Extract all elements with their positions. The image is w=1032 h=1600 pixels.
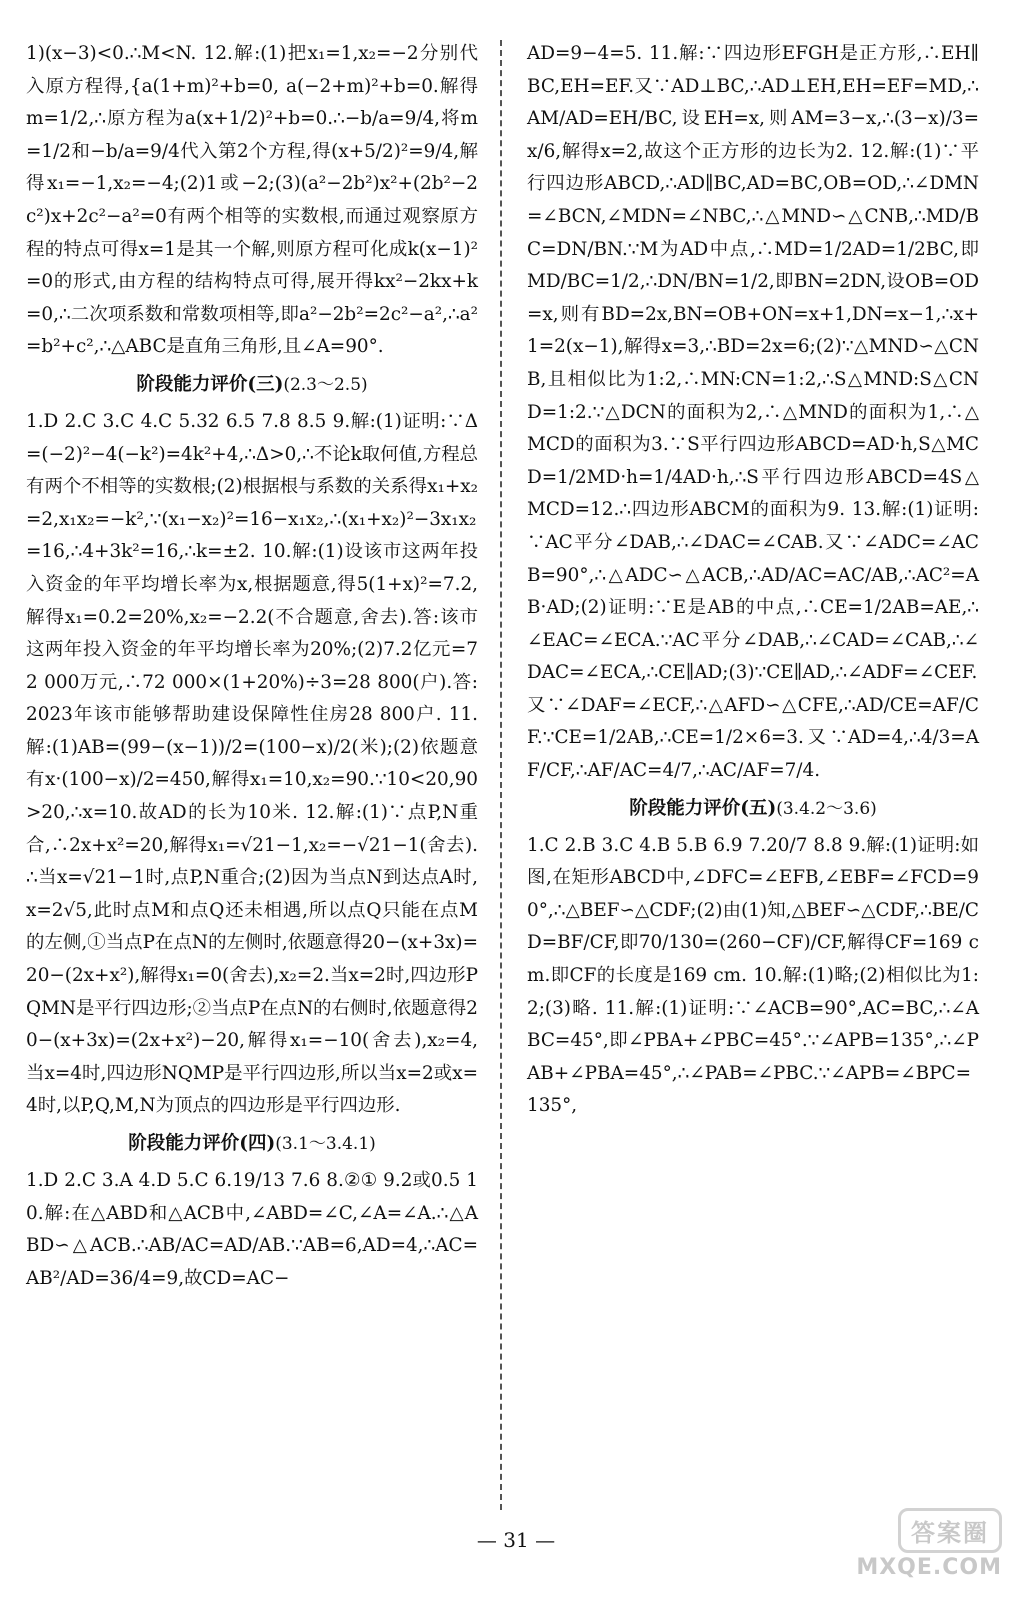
page-number: — 31 — — [476, 1528, 556, 1552]
answer-block: AD=9−4=5. 11.解:∵四边形EFGH是正方形,∴EH∥BC,EH=EF.又∵AD⊥BC,∴AD⊥EH,EH=EF=MD,∴AM/AD=EH/BC,设EH=x,则AM=3−x,∴(3−x)/3=x/6,解得x=2,故这个正方形的边长为2. 12.解:(1)∵平行四边形ABCD,∴AD∥BC,AD=BC,OB=OD,∴∠DMN=∠BCN,∠MDN=∠NBC,∴△MND∽△CNB,∴MD/BC=DN/BN.∵M为AD中点,∴MD=1/2AD=1/2BC,即MD/BC=1/2,∴DN/BN=1/2,即BN=2DN,设OB=OD=x,则有BD=2x,BN=OB+ON=x+1,DN=x−1,∴x+1=2(x−1),解得x=3,∴BD=2x=6;(2)∵△MND∽△CNB,且相似比为1:2,∴MN:CN=1:2,∴S△MND:S△CND=1:2.∵△DCN的面积为2,∴△MND的面积为1,∴△MCD的面积为3.∵S平行四边形ABCD=AD·h,S△MCD=1/2MD·h=1/4AD·h,∴S平行四边形ABCD=4S△MCD=12.∴四边形ABCM的面积为9. 13.解:(1)证明:∵AC平分∠DAB,∴∠DAC=∠CAB.又∵∠ADC=∠ACB=90°,∴△ADC∽△ACB,∴AD/AC=AC/AB,∴AC²=AB·AD;(2)证明:∵E是AB的中点,∴CE=1/2AB=AE,∴∠EAC=∠ECA.∵AC平分∠DAB,∴∠CAD=∠CAB,∴∠DAC=∠ECA,∴CE∥AD;(3)∵CE∥AD,∴∠ADF=∠CEF.又∵∠DAF=∠ECF,∴△AFD∽△CFE,∴AD/CE=AF/CF.∵CE=1/2AB,∴CE=1/2×6=3.又∵AD=4,∴4/3=AF/CF,∴AF/AC=4/7,∴AC/AF=7/4. — [527, 43, 979, 782]
left-column — [26, 38, 478, 1295]
section-heading — [527, 794, 979, 824]
column-divider — [500, 40, 502, 1510]
section-title: 阶段能力评价(五) — [629, 797, 777, 819]
answer-block: 1.C 2.B 3.C 4.B 5.B 6.9 7.20/7 8.8 9.解:(1)证明:如图,在矩形ABCD中,∠DFC=∠EFB,∠EBF=∠FCD=90°,∴△BEF∽△CDF;(2)由(1)知,△BEF∽△CDF,∴BE/CD=BF/CF,即70/130=(260−CF)/CF,解得CF=169 cm.即CF的长度是169 cm. 10.解:(1)略;(2)相似比为1:2;(3)略. 11.解:(1)证明:∵∠ACB=90°,AC=BC,∴∠ABC=45°,即∠PBA+∠PBC=45°.∵∠APB=135°,∴∠PAB+∠PBA=45°,∴∠PAB=∠PBC.∵∠APB=∠BPC=135°, — [527, 834, 979, 1117]
section-title: 阶段能力评价(四) — [128, 1133, 276, 1154]
answer-block: 1)(x−3)<0.∴M<N. 12.解:(1)把x₁=1,x₂=−2分别代入原方程得,{a(1+m)²+b=0, a(−2+m)²+b=0.解得m=1/2,∴原方程为a(x+1/2)²+b=0.∴−b/a=9/4,将m=1/2和−b/a=9/4代入第2个方程,得(x+5/2)²=9/4,解得x₁=−1,x₂=−4;(2)1或−2;(3)(a²−2b²)x²+(2b²−2c²)x+2c²−a²=0有两个相等的实数根,而通过观察原方程的特点可得x=1是其一个解,则原方程可化成k(x−1)²=0的形式,由方程的结构特点可得,展开得kx²−2kx+k=0,∴二次项系数和常数项相等,即a²−2b²=2c²−a²,∴a²=b²+c²,∴△ABC是直角三角形,且∠A=90°. — [26, 43, 478, 358]
section-title: 阶段能力评价(三) — [136, 373, 284, 395]
answer-block: 1.D 2.C 3.A 4.D 5.C 6.19/13 7.6 8.②① 9.2或0.5 10.解:在△ABD和△ACB中,∠ABD=∠C,∠A=∠A.∴△ABD∽△ACB.∴AB/AC=AD/AB.∵AB=6,AD=4,∴AC=AB²/AD=36/4=9,故CD=AC− — [26, 1170, 478, 1289]
section-range: (3.4.2～3.6) — [776, 798, 877, 819]
watermark-logo — [802, 1508, 1002, 1578]
section-range: (2.3～2.5) — [283, 374, 368, 395]
watermark-url: MXQE.COM — [856, 1555, 1002, 1580]
watermark-text: 答案圈 — [898, 1508, 1002, 1553]
section-range: (3.1～3.4.1) — [275, 1134, 376, 1154]
section-heading — [26, 1129, 478, 1159]
right-column — [527, 38, 979, 1123]
section-heading — [26, 370, 478, 400]
answer-block: 1.D 2.C 3.C 4.C 5.32 6.5 7.8 8.5 9.解:(1)证明:∵Δ=(−2)²−4(−k²)=4k²+4,∴Δ>0,∴不论k取何值,方程总有两个不相等的实数根;(2)根据根与系数的关系得x₁+x₂=2,x₁x₂=−k²,∵(x₁−x₂)²=16−x₁x₂,∴(x₁+x₂)²−3x₁x₂=16,∴4+3k²=16,∴k=±2. 10.解:(1)设该市这两年投入资金的年平均增长率为x,根据题意,得5(1+x)²=7.2,解得x₁=0.2=20%,x₂=−2.2(不合题意,舍去).答:该市这两年投入资金的年平均增长率为20%;(2)7.2亿元=72 000万元,∴72 000×(1+20%)÷3=28 800(户).答:2023年该市能够帮助建设保障性住房28 800户. 11.解:(1)AB=(99−(x−1))/2=(100−x)/2(米);(2)依题意有x·(100−x)/2=450,解得x₁=10,x₂=90.∵10<20,90>20,∴x=10.故AD的长为10米. 12.解:(1)∵点P,N重合,∴2x+x²=20,解得x₁=√21−1,x₂=−√21−1(舍去).∴当x=√21−1时,点P,N重合;(2)因为当点N到达点A时,x=2√5,此时点M和点Q还未相遇,所以点Q只能在点M的左侧,①当点P在点N的左侧时,依题意得20−(x+3x)=20−(2x+x²),解得x₁=0(舍去),x₂=2.当x=2时,四边形PQMN是平行四边形;②当点P在点N的右侧时,依题意得20−(x+3x)=(2x+x²)−20,解得x₁=−10(舍去),x₂=4,当x=4时,四边形NQMP是平行四边形,所以当x=2或x=4时,以P,Q,M,N为顶点的四边形是平行四边形. — [26, 410, 478, 1117]
